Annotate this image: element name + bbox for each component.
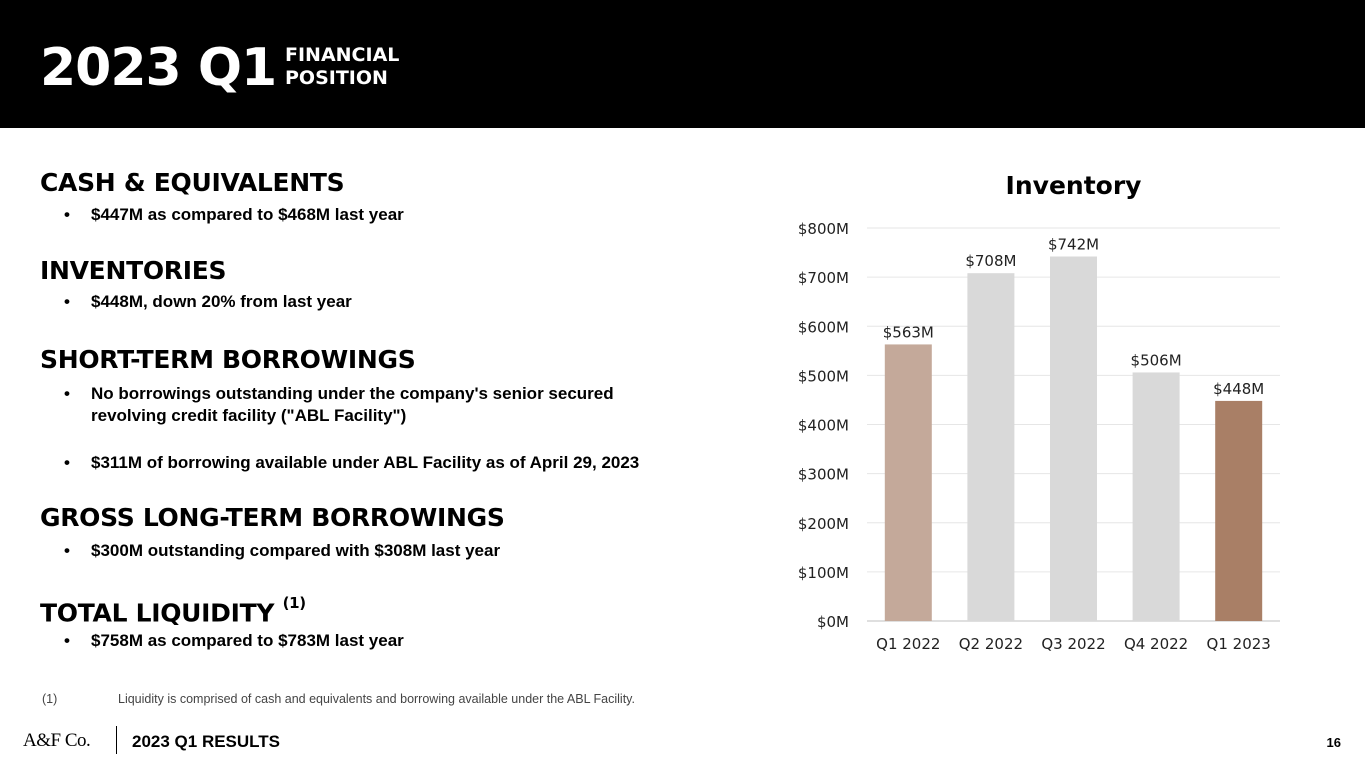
footer-title: 2023 Q1 RESULTS [132,732,281,751]
bullet-short-term-1 [64,383,614,427]
subtitle-line-1: FINANCIAL [285,44,400,66]
bullet-dot: • [64,541,70,560]
bar [885,344,932,621]
x-tick-label: Q1 2022 [876,635,941,653]
y-tick-label: $700M [797,269,849,288]
page-subtitle [285,44,399,90]
x-tick-label: Q4 2022 [1123,635,1189,653]
chart-title: Inventory [1005,171,1142,200]
footnote-marker: (1) [42,692,58,706]
bullet-dot: • [64,631,70,650]
header-bar [0,0,1365,128]
bullet-long-term [64,540,500,562]
bullet-dot: • [64,292,70,311]
y-tick-label: $300M [797,465,849,484]
y-tick-label: $200M [797,514,849,533]
bullet-inventories [64,291,352,313]
footer-divider [116,726,117,754]
subtitle-line-2: POSITION [285,67,388,89]
bar [967,273,1014,621]
bar-value-label: $448M [1213,379,1265,398]
y-tick-label: $800M [797,220,849,238]
bullet-text: $758M as compared to $783M last year [91,631,404,650]
section-heading-liquidity [40,592,306,628]
bullet-text: $311M of borrowing available under ABL Facility as of April 29, 2023 [91,453,640,472]
section-heading-inventories: INVENTORIES [40,256,227,285]
bullet-text: $448M, down 20% from last year [91,292,352,311]
bullet-text-continued: revolving credit facility ("ABL Facility") [91,406,407,425]
bar [1133,372,1180,621]
bullet-text: $300M outstanding compared with $308M last year [91,541,501,560]
y-tick-label: $0M [816,613,849,631]
section-heading-long-term: GROSS LONG-TERM BORROWINGS [40,503,505,532]
bullet-liquidity [64,630,404,652]
bar-value-label: $708M [965,252,1017,271]
section-heading-cash: CASH & EQUIVALENTS [40,168,345,197]
bullet-short-term-2 [64,452,639,474]
y-tick-label: $100M [797,563,849,582]
liquidity-heading-text: TOTAL LIQUIDITY [40,598,275,628]
company-logo: A&F Co. [23,730,91,751]
y-tick-label: $600M [797,318,849,337]
bullet-text: No borrowings outstanding under the company's senior secured [91,384,614,403]
page-title: 2023 Q1 [40,38,277,98]
bullet-text: $447M as compared to $468M last year [91,205,404,224]
bullet-cash [64,204,404,226]
footnote-reference: (1) [282,594,306,612]
footnote-text: Liquidity is comprised of cash and equivalents and borrowing available under the ABL Facility. [118,692,635,706]
y-tick-label: $500M [797,367,849,386]
bar [1215,401,1262,621]
x-tick-label: Q1 2023 [1206,635,1271,653]
section-heading-short-term: SHORT-TERM BORROWINGS [40,345,416,374]
bullet-dot: • [64,453,70,472]
bullet-dot: • [64,205,70,224]
bar-value-label: $742M [1047,235,1100,254]
inventory-chart [780,160,1340,660]
y-tick-label: $400M [797,416,849,435]
bar-value-label: $506M [1130,351,1182,370]
page-number: 16 [1326,735,1341,750]
footnote [42,692,635,706]
bullet-dot: • [64,384,70,403]
bar [1050,256,1097,621]
x-tick-label: Q3 2022 [1041,635,1106,653]
x-tick-label: Q2 2022 [958,635,1024,653]
bar-value-label: $563M [882,323,934,342]
